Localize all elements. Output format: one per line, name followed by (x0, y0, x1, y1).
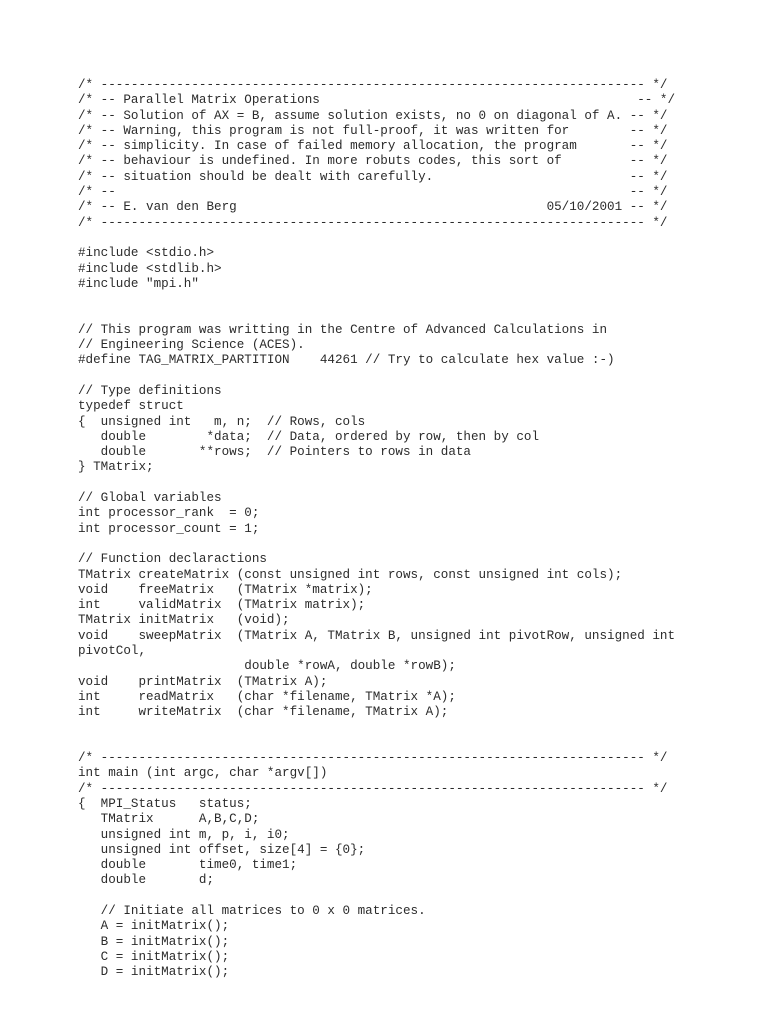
code-line: TMatrix createMatrix (const unsigned int rows, const unsigned int cols); (78, 567, 623, 582)
code-line: /* -- E. van den Berg 05/10/2001 -- */ (78, 200, 668, 215)
code-line: /* -- simplicity. In case of failed memory allocation, the program -- */ (78, 139, 668, 154)
code-line: /* -- -- */ (78, 185, 668, 200)
code-line: /* -- situation should be dealt with carefully. -- */ (78, 169, 668, 184)
code-line: D = initMatrix(); (78, 965, 230, 980)
code-line (78, 292, 718, 307)
code-line (78, 307, 718, 322)
source-code-listing (78, 78, 718, 981)
code-line: double **rows; // Pointers to rows in data (78, 445, 471, 460)
code-line: // This program was writting in the Centre of Advanced Calculations in (78, 322, 608, 337)
code-line: /* ------------------------------------------------------------------------ */ (78, 781, 668, 796)
code-line: B = initMatrix(); (78, 934, 230, 949)
code-line (78, 369, 718, 384)
code-line: int readMatrix (char *filename, TMatrix *A); (78, 689, 456, 704)
code-line (78, 231, 718, 246)
code-line: /* -- behaviour is undefined. In more robuts codes, this sort of -- */ (78, 154, 668, 169)
code-line: #include <stdlib.h> (78, 261, 222, 276)
code-line: // Type definitions (78, 383, 222, 398)
code-line: double *data; // Data, ordered by row, then by col (78, 429, 540, 444)
code-line: int writeMatrix (char *filename, TMatrix A); (78, 705, 449, 720)
code-line: /* -- Warning, this program is not full-proof, it was written for -- */ (78, 123, 668, 138)
code-line: double time0, time1; (78, 858, 298, 873)
code-line: int processor_count = 1; (78, 521, 260, 536)
code-line: /* ------------------------------------------------------------------------ */ (78, 215, 668, 230)
code-line (78, 889, 718, 904)
code-line: int validMatrix (TMatrix matrix); (78, 598, 366, 613)
code-line (78, 537, 718, 552)
code-line: int processor_rank = 0; (78, 506, 260, 521)
code-line: { unsigned int m, n; // Rows, cols (78, 414, 366, 429)
code-line: } TMatrix; (78, 460, 154, 475)
code-line: typedef struct (78, 399, 184, 414)
code-line (78, 476, 718, 491)
code-line (78, 736, 718, 751)
code-line: pivotCol, (78, 643, 147, 658)
code-line: /* ------------------------------------------------------------------------ */ (78, 78, 668, 92)
code-line: C = initMatrix(); (78, 949, 230, 964)
code-line: void freeMatrix (TMatrix *matrix); (78, 582, 373, 597)
code-line: /* -- Solution of AX = B, assume solution exists, no 0 on diagonal of A. -- */ (78, 108, 668, 123)
code-line: A = initMatrix(); (78, 919, 230, 934)
code-line: void sweepMatrix (TMatrix A, TMatrix B, unsigned int pivotRow, unsigned int (78, 628, 676, 643)
code-line: TMatrix A,B,C,D; (78, 812, 260, 827)
code-line: unsigned int offset, size[4] = {0}; (78, 842, 366, 857)
code-line: // Initiate all matrices to 0 x 0 matrices. (78, 904, 426, 919)
code-line: /* ------------------------------------------------------------------------ */ (78, 751, 668, 766)
code-line: // Function declaractions (78, 552, 267, 567)
code-line: int main (int argc, char *argv[]) (78, 766, 328, 781)
code-line: /* -- Parallel Matrix Operations -- */ (78, 93, 676, 108)
code-line: // Engineering Science (ACES). (78, 338, 305, 353)
code-line: { MPI_Status status; (78, 796, 252, 811)
code-line: double *rowA, double *rowB); (78, 659, 456, 674)
code-line: TMatrix initMatrix (void); (78, 613, 290, 628)
code-line: // Global variables (78, 491, 222, 506)
code-line: #include "mpi.h" (78, 276, 199, 291)
code-line: double d; (78, 873, 215, 888)
code-line (78, 720, 718, 735)
code-line: #define TAG_MATRIX_PARTITION 44261 // Try to calculate hex value :-) (78, 353, 615, 368)
code-line: #include <stdio.h> (78, 246, 215, 261)
code-line: unsigned int m, p, i, i0; (78, 827, 290, 842)
code-line: void printMatrix (TMatrix A); (78, 674, 328, 689)
